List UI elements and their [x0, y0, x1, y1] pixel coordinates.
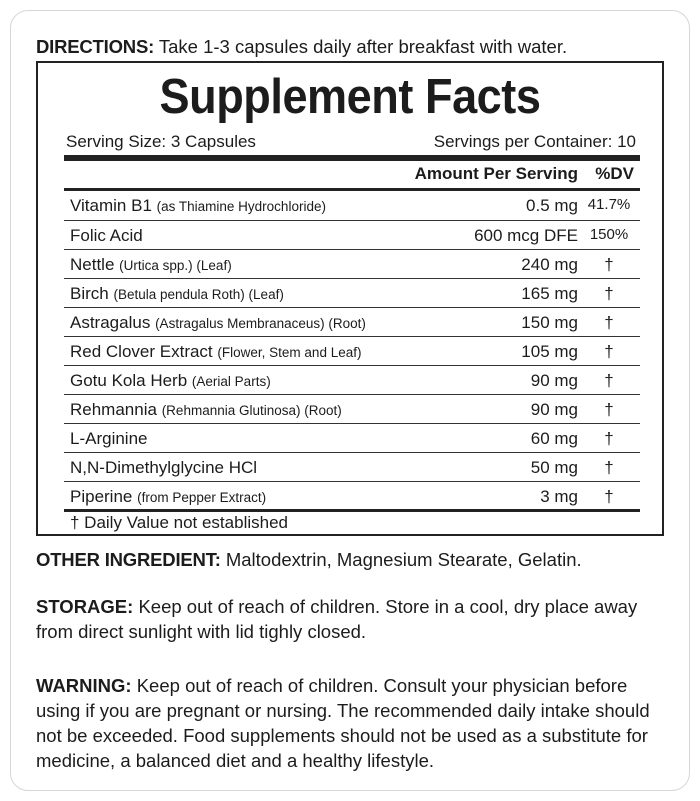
- nutrient-name: [70, 342, 361, 362]
- warning-text: Keep out of reach of children. Consult your physician before using if you are pregnant or nursing. The recommended daily intake should not be exceeded. Food supplements should not be used as a substitute for medicine, a balanced diet and a healthy lifestyle.: [36, 675, 650, 771]
- nutrient-amount: 90 mg: [530, 371, 578, 390]
- nutrient-amount: 3 mg: [540, 487, 578, 506]
- nutrient-main-name: Astragalus: [70, 313, 151, 332]
- nutrient-dv: †: [604, 342, 614, 361]
- nutrient-amount: 105 mg: [521, 342, 578, 361]
- nutrient-detail: (Aerial Parts): [191, 374, 271, 389]
- nutrient-dv: 41.7%: [587, 196, 631, 213]
- serving-info: [66, 131, 636, 153]
- directions-line: [36, 35, 567, 59]
- nutrient-amount: 90 mg: [530, 400, 578, 419]
- nutrient-detail: (Rehmannia Glutinosa) (Root): [161, 403, 342, 418]
- nutrient-dv: 150%: [589, 226, 629, 243]
- nutrient-main-name: N,N-Dimethylglycine HCl: [70, 458, 258, 477]
- storage-text: Keep out of reach of children. Store in a cool, dry place away from direct sunlight with lid tighly closed.: [36, 596, 638, 642]
- table-row: [64, 481, 640, 510]
- nutrient-name: [70, 313, 366, 333]
- nutrient-main-name: L-Arginine: [70, 429, 148, 448]
- nutrient-name: [70, 371, 271, 391]
- nutrient-detail: (as Thiamine Hydrochloride): [156, 199, 326, 214]
- other-ingredient-heading: OTHER INGREDIENT:: [36, 549, 221, 570]
- thick-rule-bottom: [64, 509, 640, 512]
- warning-paragraph: [36, 673, 676, 773]
- nutrient-amount: 0.5 mg: [526, 196, 578, 215]
- storage-heading: STORAGE:: [36, 596, 134, 617]
- nutrient-dv: †: [604, 458, 614, 477]
- dv-header: %DV: [595, 164, 634, 183]
- nutrient-amount: 60 mg: [530, 429, 578, 448]
- servings-per-container: Servings per Container: 10: [433, 132, 636, 151]
- table-row: [64, 249, 640, 278]
- nutrient-name: [70, 429, 148, 449]
- table-row: [64, 220, 640, 249]
- nutrient-dv: †: [604, 400, 614, 419]
- nutrient-rows: [64, 191, 640, 510]
- table-row: [64, 278, 640, 307]
- nutrient-amount: 150 mg: [521, 313, 578, 332]
- other-ingredient-text: Maltodextrin, Magnesium Stearate, Gelatin.: [225, 549, 582, 570]
- supplement-facts-panel: [36, 61, 664, 536]
- table-row: [64, 423, 640, 452]
- nutrient-detail: (Flower, Stem and Leaf): [217, 345, 362, 360]
- table-row: [64, 307, 640, 336]
- nutrient-main-name: Red Clover Extract: [70, 342, 213, 361]
- table-row: [64, 336, 640, 365]
- nutrient-name: [70, 196, 326, 216]
- nutrient-dv: †: [604, 284, 614, 303]
- nutrient-amount: 50 mg: [530, 458, 578, 477]
- nutrient-dv: †: [604, 255, 614, 274]
- nutrient-main-name: Nettle: [70, 255, 115, 274]
- directions-heading: DIRECTIONS:: [36, 36, 155, 57]
- nutrient-main-name: Birch: [70, 284, 109, 303]
- nutrient-detail: (Urtica spp.) (Leaf): [119, 258, 232, 273]
- nutrient-dv: †: [604, 487, 614, 506]
- amount-header: Amount Per Serving: [414, 164, 578, 183]
- nutrient-main-name: Rehmannia: [70, 400, 157, 419]
- warning-heading: WARNING:: [36, 675, 132, 696]
- footnote: † Daily Value not established: [70, 513, 288, 532]
- nutrient-name: [70, 458, 257, 478]
- serving-size: Serving Size: 3 Capsules: [66, 132, 256, 151]
- table-row: [64, 365, 640, 394]
- nutrient-name: [70, 487, 266, 507]
- nutrient-name: [70, 400, 342, 420]
- nutrient-detail: (from Pepper Extract): [137, 490, 267, 505]
- nutrient-dv: †: [604, 313, 614, 332]
- nutrient-main-name: Vitamin B1: [70, 196, 152, 215]
- nutrient-main-name: Folic Acid: [70, 226, 143, 245]
- nutrient-detail: (Astragalus Membranaceus) (Root): [155, 316, 366, 331]
- nutrient-detail: (Betula pendula Roth) (Leaf): [113, 287, 284, 302]
- other-ingredient-line: [36, 548, 582, 572]
- storage-paragraph: [36, 594, 676, 644]
- nutrient-amount: 600 mcg DFE: [474, 226, 578, 245]
- table-row: [64, 452, 640, 481]
- nutrient-main-name: Piperine: [70, 487, 133, 506]
- nutrient-name: [70, 226, 143, 246]
- table-row: [64, 394, 640, 423]
- table-row: [64, 191, 640, 220]
- table-header: [64, 161, 640, 189]
- directions-text: Take 1-3 capsules daily after breakfast with water.: [158, 36, 568, 57]
- panel-title: Supplement Facts: [159, 70, 541, 124]
- nutrient-dv: †: [604, 429, 614, 448]
- nutrient-main-name: Gotu Kola Herb: [70, 371, 188, 390]
- nutrient-dv: †: [604, 371, 614, 390]
- nutrient-amount: 240 mg: [521, 255, 578, 274]
- nutrient-name: [70, 284, 284, 304]
- nutrient-amount: 165 mg: [521, 284, 578, 303]
- nutrient-name: [70, 255, 232, 275]
